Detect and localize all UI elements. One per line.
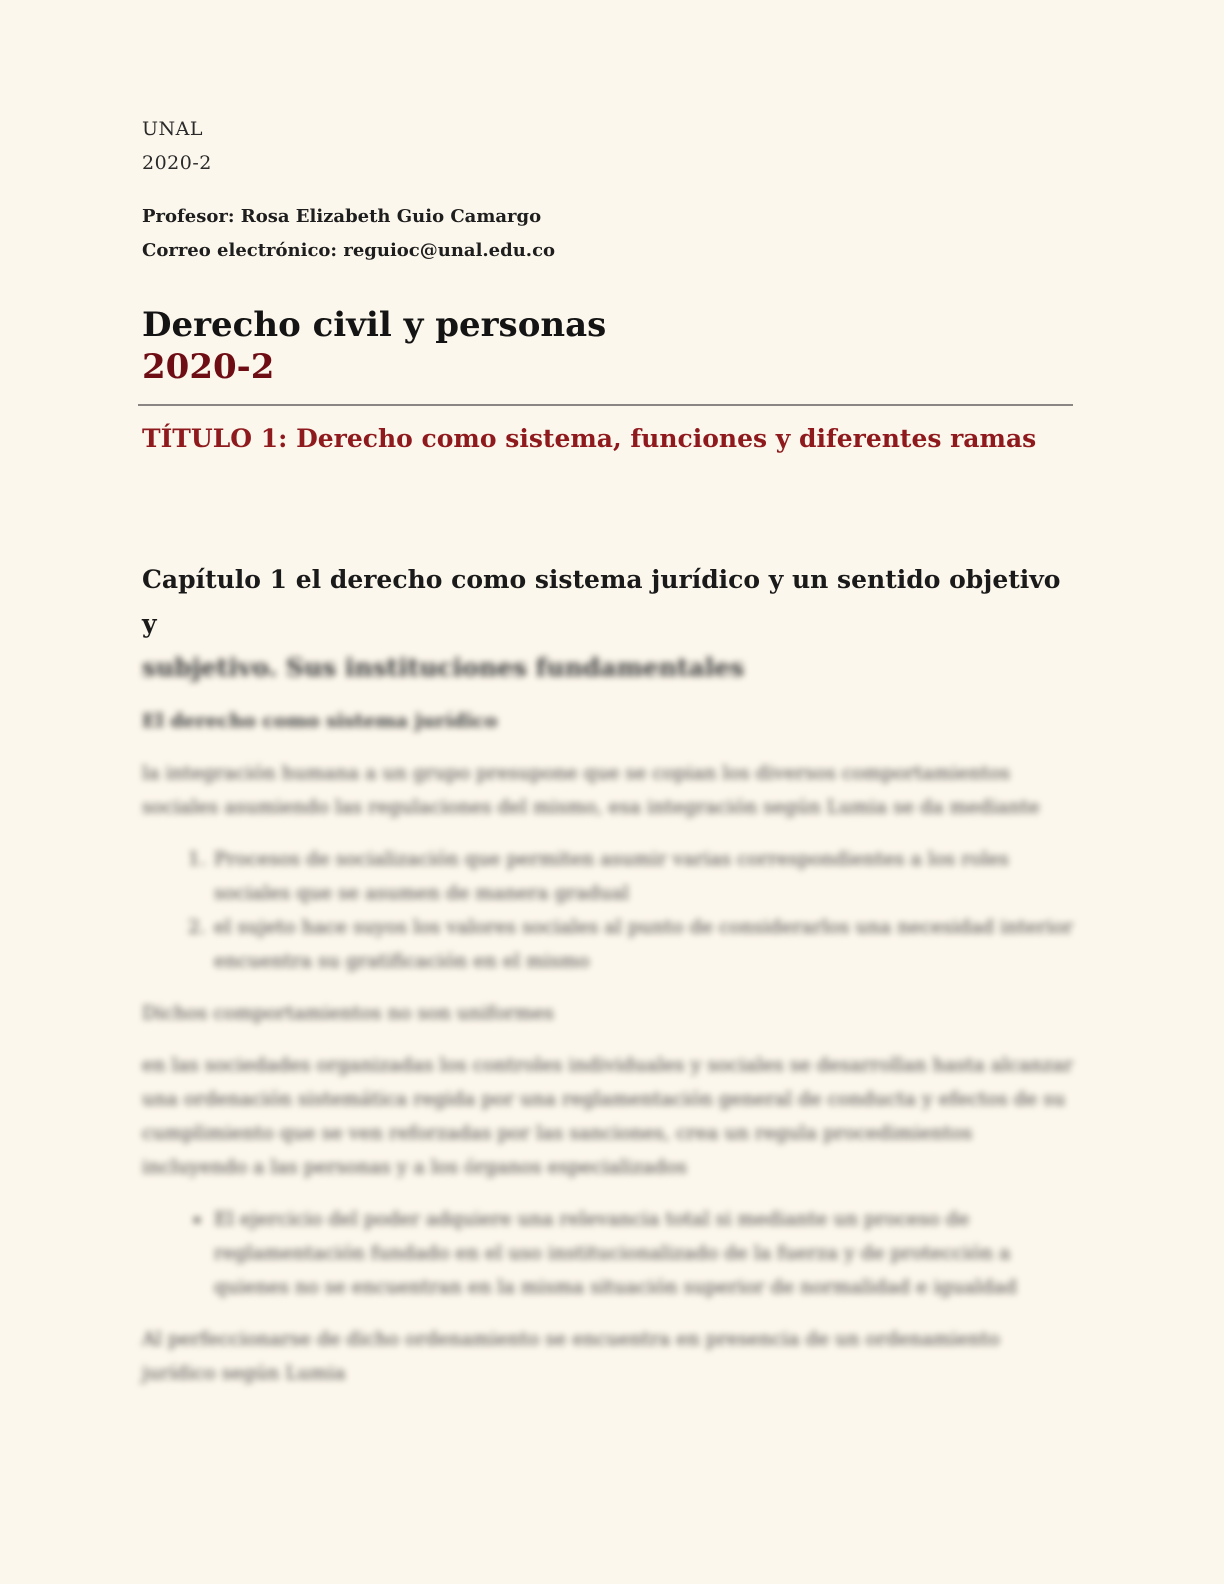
- professor-email: Correo electrónico: reguioc@unal.edu.co: [142, 240, 556, 261]
- ordered-list: [142, 842, 1077, 978]
- bullet-list-item: • El ejercicio del poder adquiere una relevancia total si mediante un proceso de reglamentación fundado en el uso institucionalizado de la fuerza y de protección a quienes no se encuentran en la misma situación superior de normalidad e igualdad: [212, 1202, 1077, 1304]
- ordered-list-item: 1. Procesos de socialización que permiten asumir varias correspondientes a los roles sociales que se asumen de manera gradual: [212, 842, 1077, 910]
- professor-name: Profesor: Rosa Elizabeth Guio Camargo: [142, 206, 542, 227]
- title-divider: [138, 404, 1073, 406]
- chapter-title: [142, 558, 1077, 690]
- period-label: 2020-2: [142, 152, 212, 174]
- chapter-title-line2: subjetivo. Sus instituciones fundamentales: [142, 653, 745, 682]
- subheading: El derecho como sistema jurídico: [142, 710, 498, 732]
- institution-label: UNAL: [142, 118, 203, 140]
- paragraph-3: en las sociedades organizadas los controles individuales y sociales se desarrollan hasta alcanzar una ordenación sistemática regida por una reglamentación general de conducta y efectos de su cumplimiento que se ven reforzadas por las sanciones, crea un regula procedimientos incluyendo a las personas y a los órganos especializados: [142, 1054, 1073, 1178]
- professor-block: [142, 200, 1077, 268]
- bullet-list: [142, 1202, 1077, 1304]
- ordered-list-item: 2. el sujeto hace suyos los valores sociales al punto de considerarlos una necesidad interior encuentra su gratificación en el mismo: [212, 910, 1077, 978]
- paragraph-2: Dichos comportamientos no son uniformes: [142, 1002, 554, 1024]
- section-title: TÍTULO 1: Derecho como sistema, funciones y diferentes ramas: [142, 424, 1037, 453]
- document-title: Derecho civil y personas: [142, 305, 607, 345]
- document-page: [142, 112, 1077, 1390]
- document-subtitle: 2020-2: [142, 347, 275, 387]
- paragraph-1: la integración humana a un grupo presupone que se copian los diversos comportamientos sociales asumiendo las regulaciones del mismo, esa integración según Lumia se da mediante: [142, 762, 1040, 818]
- paragraph-4: Al perfeccionarse de dicho ordenamiento se encuentra en presencia de un ordenamiento jurídico según Lumia: [142, 1328, 1000, 1384]
- chapter-title-line1: Capítulo 1 el derecho como sistema jurídico y un sentido objetivo y: [142, 565, 1061, 638]
